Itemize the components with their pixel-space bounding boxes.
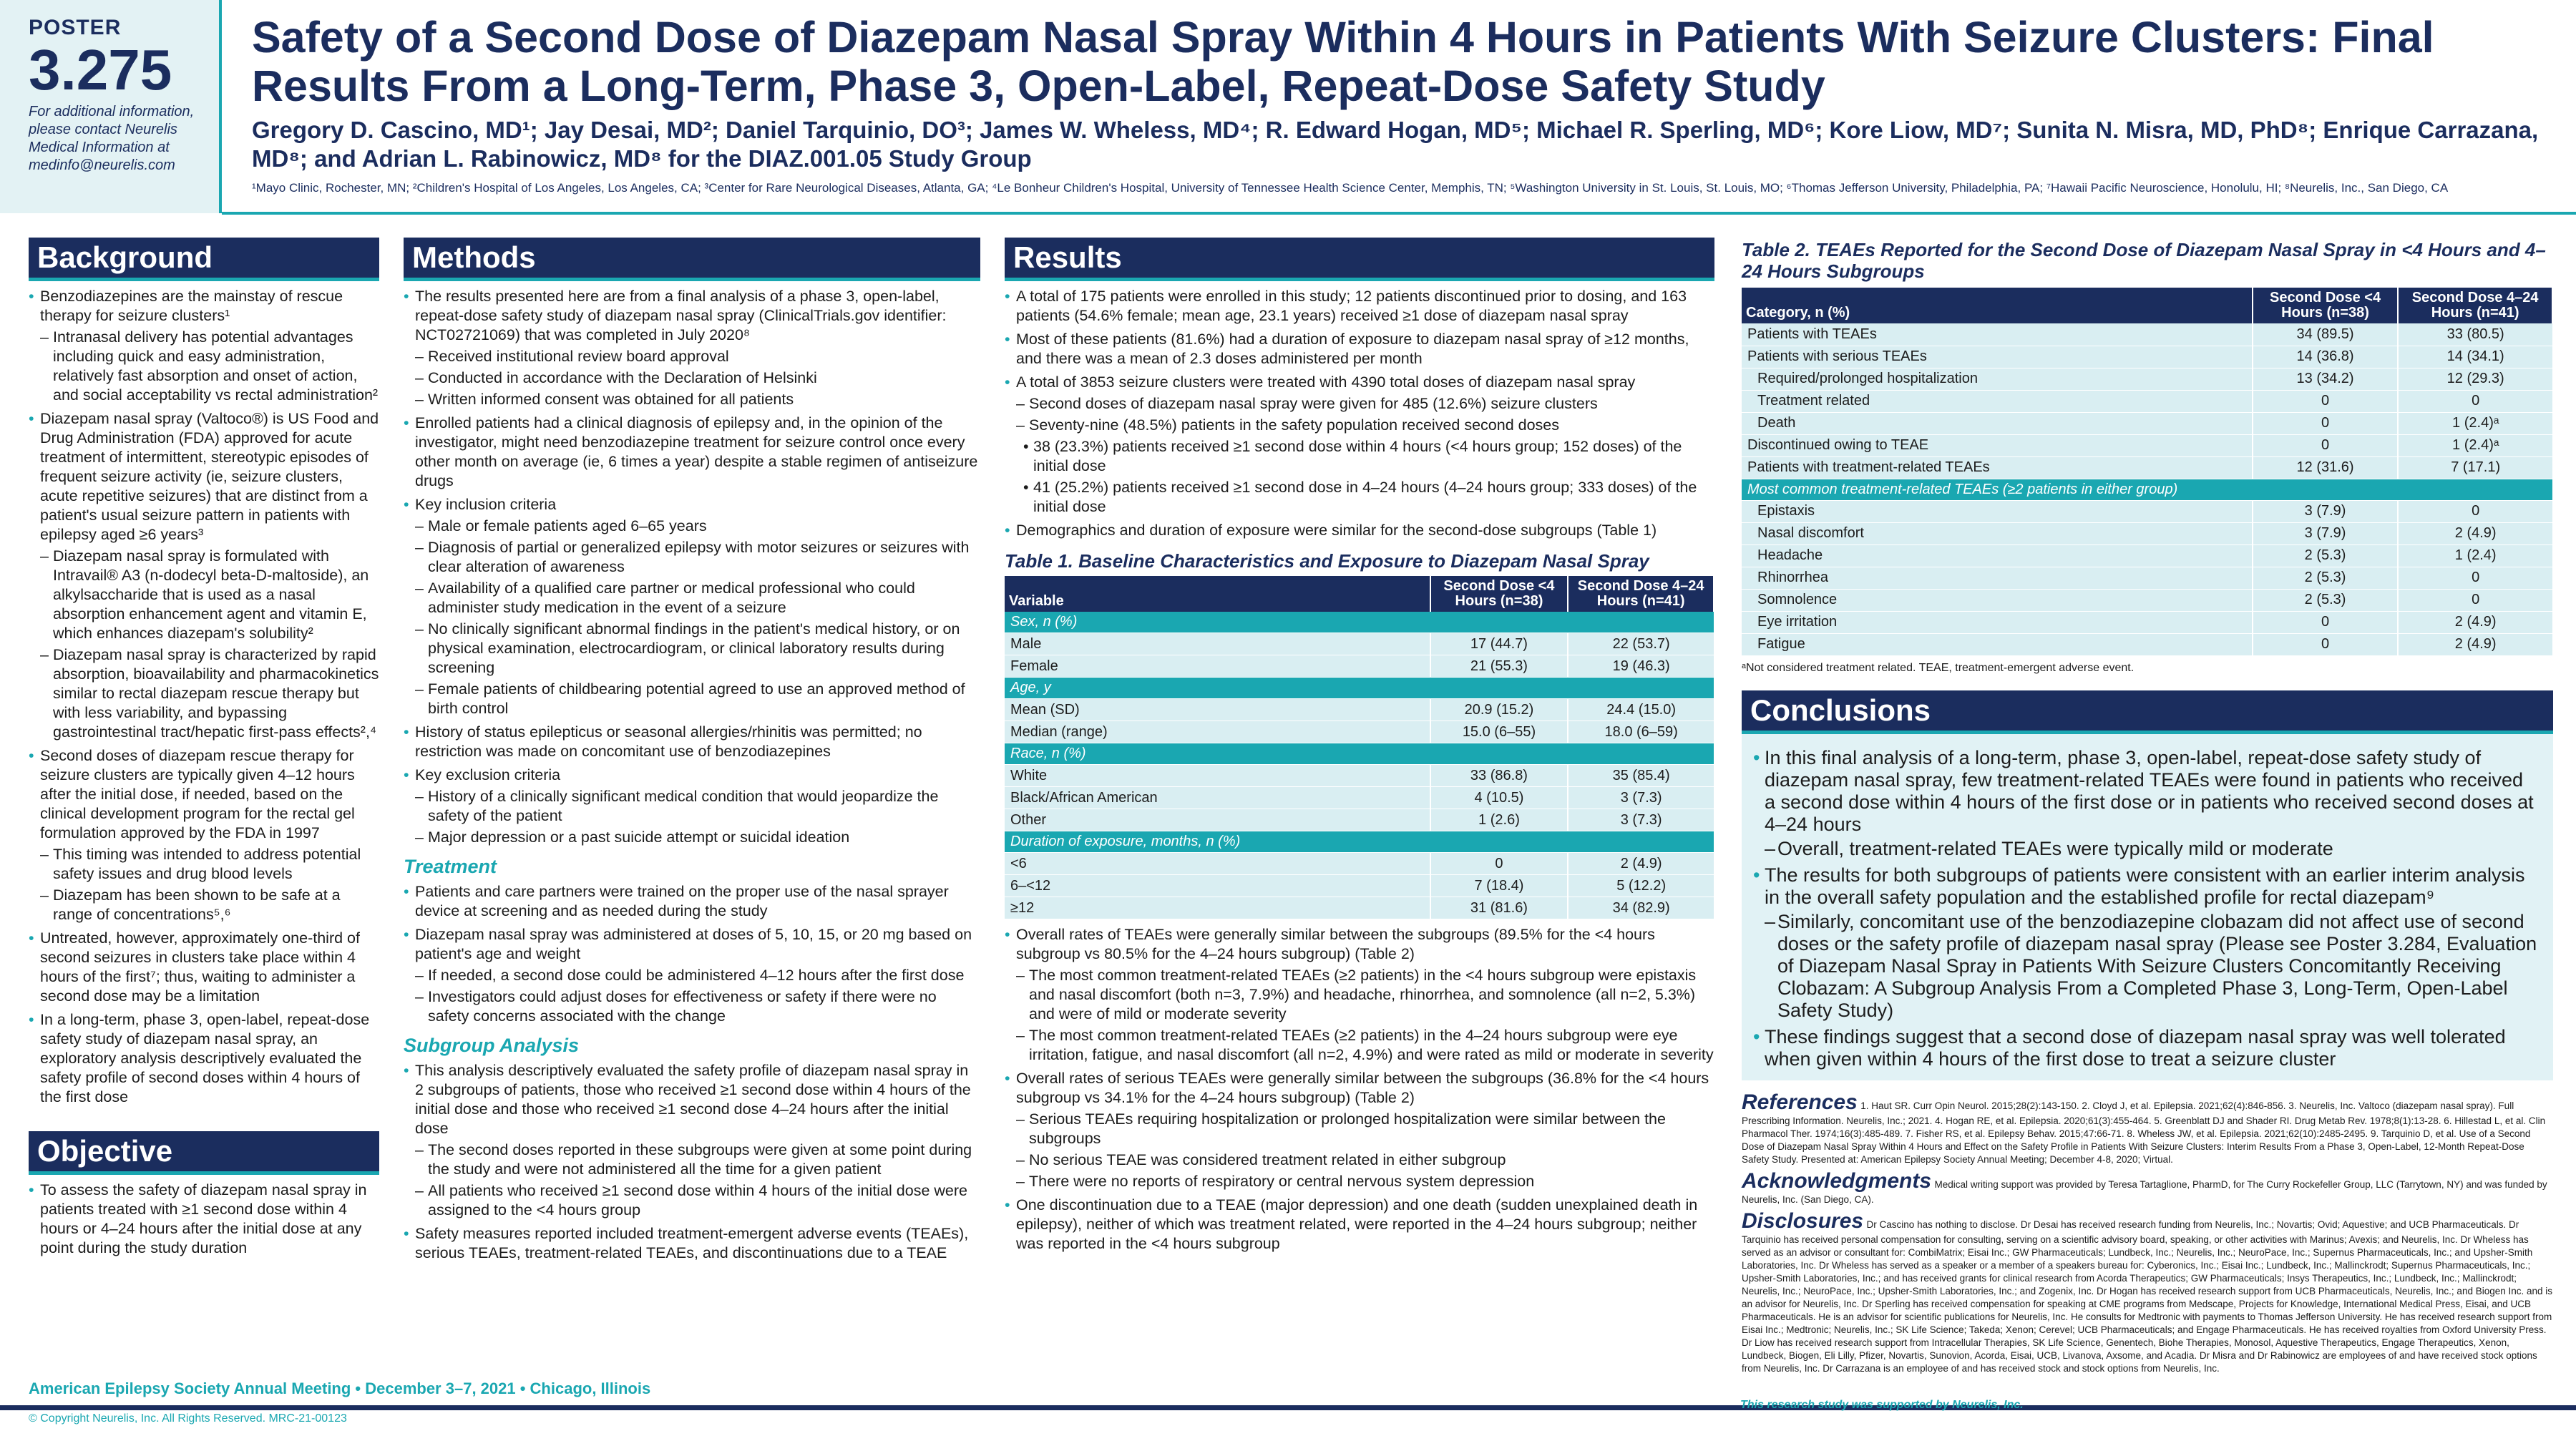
list-item: • A total of 3853 seizure clusters were treated with 4390 total doses of diazepam nasal spray — [1005, 373, 1714, 392]
table-cell: 35 (85.4) — [1568, 765, 1714, 787]
list-item: – All patients who received ≥1 second dose within 4 hours of the initial dose were assigned to the <4 hours group — [404, 1181, 980, 1220]
acknowledgments-heading: Acknowledgments — [1742, 1168, 1932, 1193]
list-item: • To assess the safety of diazepam nasal spray in patients treated with ≥1 second dose within 4 hours or 4–24 hours after the initial dose at any point during the study duration — [29, 1181, 379, 1258]
list-item: – Diazepam nasal spray is formulated with Intravail® A3 (n-dodecyl beta-D-maltoside), an alkylsaccharide that is used as a nasal absorption enhancement agent and vitamin E, which enhances diazepam's solubility² — [29, 547, 379, 643]
table-cell: 0 — [2398, 390, 2552, 412]
table-category-label: Race, n (%) — [1005, 743, 1714, 765]
conclusions-body — [1753, 747, 2539, 1070]
list-item: • A total of 175 patients were enrolled in this study; 12 patients discontinued prior to dosing, and 163 patients (54.6% female; mean age, 23.1 years) received ≥1 dose of diazepam nasal spray — [1005, 287, 1714, 326]
table-cell: 14 (34.1) — [2398, 346, 2552, 368]
conclusions-box — [1742, 734, 2553, 1080]
list-item: – This timing was intended to address potential safety issues and drug blood levels — [29, 845, 379, 884]
methods-heading: Methods — [404, 238, 980, 281]
table-row-label: Median (range) — [1005, 721, 1430, 743]
copyright: © Copyright Neurelis, Inc. All Rights Reserved. MRC-21-00123 — [29, 1412, 347, 1425]
table-cell: 3 (7.3) — [1568, 787, 1714, 809]
background-heading: Background — [29, 238, 379, 281]
list-item: – The most common treatment-related TEAEs (≥2 patients) in the 4–24 hours subgroup were eye irritation, fatigue, and nasal discomfort (all n=2, 4.9%) and were rated as mild or moderate in severity — [1005, 1026, 1714, 1065]
table-row — [1005, 809, 1714, 831]
acknowledgments-block — [1742, 1169, 2553, 1206]
column-2 — [404, 238, 980, 1263]
table-cell: 2 (4.9) — [2398, 633, 2552, 655]
list-item: • Overall rates of TEAEs were generally similar between the subgroups (89.5% for the <4 hours subgroup vs 80.5% for the 4–24 hours subgroup) (Table 2) — [1005, 925, 1714, 964]
table-category-label: Duration of exposure, months, n (%) — [1005, 831, 1714, 853]
results-body — [1005, 287, 1714, 540]
table2 — [1742, 288, 2553, 656]
list-item: – Similarly, concomitant use of the benzodiazepine clobazam did not affect use of second doses or the safety profile of diazepam nasal spray (Please see Poster 3.284, Evaluation of Diazepam Nasal Spray in Patients With Seizure Clusters Concomitantly Receiving Clobazam: A Subgroup Analysis From a Completed Phase 3, Long-Term, Open-Label Safety Study) — [1753, 911, 2539, 1022]
table-row — [1742, 611, 2552, 633]
table2-footnote: ᵃNot considered treatment related. TEAE, treatment-emergent adverse event. — [1742, 661, 2135, 674]
table-category-label: Most common treatment-related TEAEs (≥2 patients in either group) — [1742, 479, 2552, 500]
table-row-label: Headache — [1742, 544, 2253, 567]
table-row — [1742, 434, 2552, 456]
list-item: – Seventy-nine (48.5%) patients in the safety population received second doses — [1005, 416, 1714, 435]
table-cell: 0 — [2398, 500, 2552, 522]
table-cell: 33 (80.5) — [2398, 323, 2552, 346]
column-1 — [29, 238, 379, 1258]
acknowledgments-text: Medical writing support was provided by Teresa Tartaglione, PharmD, for The Curry Rockefeller Group, LLC (Tarrytown, NY) and was funded by Neurelis, Inc. (San Diego, CA). — [1742, 1178, 2547, 1205]
header-rule — [222, 212, 2576, 215]
table-row — [1005, 897, 1714, 919]
methods-body — [404, 287, 980, 847]
table-row — [1742, 390, 2552, 412]
table-cell: 12 (29.3) — [2398, 368, 2552, 390]
list-item: • In this final analysis of a long-term, phase 3, open-label, repeat-dose safety study of diazepam nasal spray, few treatment-related TEAEs were found in patients who received a second dose within 4 hours of the first dose or in patients who received second doses at 4–24 hours — [1753, 747, 2539, 836]
table-row-label: 6–<12 — [1005, 875, 1430, 897]
references-block — [1742, 1090, 2553, 1166]
table-row-label: Death — [1742, 412, 2253, 434]
table-cell: 22 (53.7) — [1568, 633, 1714, 655]
table-row — [1742, 522, 2552, 544]
list-item: • Overall rates of serious TEAEs were generally similar between the subgroups (36.8% for the <4 hours subgroup vs 34.1% for the 4–24 hours subgroup) (Table 2) — [1005, 1069, 1714, 1108]
references-text: 1. Haut SR. Curr Opin Neurol. 2015;28(2):143-150. 2. Cloyd J, et al. Epilepsia. 2021;62(4):846-856. 3. Neurelis, Inc. Valtoco (diazepam nasal spray). Full Prescribing Information. Neurelis, Inc.; 2021. 4. Hogan RE, et al. Epilepsia. 2020;61(3):455-464. 5. Greenblatt DJ and Shader RI. Drug Metab Rev. 1978;8(1):13-28. 6. Hillestad L, et al. Clin Pharmacol Ther. 1974;16(3):485-489. 7. Fisher RS, et al. Epilepsy Behav. 2015;47:66-71. 8. Wheless JW, et al. Epilepsia. 2021;62(10):2485-2495. 9. Tarquinio D, et al. Use of a Second Dose of Diazepam Nasal Spray Within 4 Hours and Effect on the Safety Profile in Patients With Seizure Clusters: Interim Results From a Phase 3, Open-Label, 12-Month Repeat-Dose Safety Study. Presented at: American Epilepsy Society Annual Meeting; December 4-8, 2020; Virtual. — [1742, 1100, 2546, 1165]
table-cell: 19 (46.3) — [1568, 655, 1714, 678]
column-4 — [1742, 239, 2553, 1375]
list-item: • Benzodiazepines are the mainstay of rescue therapy for seizure clusters¹ — [29, 287, 379, 326]
list-item: • Safety measures reported included treatment-emergent adverse events (TEAEs), serious TEAEs, treatment-related TEAEs, and discontinuations due to a TEAE — [404, 1224, 980, 1263]
table-cell: 0 — [2253, 412, 2399, 434]
table-cell: 17 (44.7) — [1430, 633, 1568, 655]
table-cell: 1 (2.4)ᵃ — [2398, 434, 2552, 456]
table-row — [1005, 765, 1714, 787]
table-cell: 31 (81.6) — [1430, 897, 1568, 919]
list-item: • 41 (25.2%) patients received ≥1 second dose in 4–24 hours (4–24 hours group; 333 doses) of the initial dose — [1005, 478, 1714, 517]
table-cell: 0 — [2253, 611, 2399, 633]
results-body-2 — [1005, 925, 1714, 1254]
table-row — [1742, 346, 2552, 368]
table-row — [1005, 875, 1714, 897]
table-cell: 15.0 (6–55) — [1430, 721, 1568, 743]
list-item: – There were no reports of respiratory or central nervous system depression — [1005, 1172, 1714, 1191]
table-row-label: Patients with serious TEAEs — [1742, 346, 2253, 368]
table-cell: 0 — [2398, 589, 2552, 611]
table-row-label: Female — [1005, 655, 1430, 678]
table-category-row — [1005, 831, 1714, 853]
table-cell: 2 (5.3) — [2253, 544, 2399, 567]
table-cell: 2 (4.9) — [2398, 522, 2552, 544]
meeting-info: American Epilepsy Society Annual Meeting • December 3–7, 2021 • Chicago, Illinois — [29, 1379, 651, 1397]
header — [252, 13, 2556, 196]
table-row — [1742, 456, 2552, 479]
table-row — [1742, 633, 2552, 655]
table-cell: 18.0 (6–59) — [1568, 721, 1714, 743]
table-cell: 34 (82.9) — [1568, 897, 1714, 919]
table-row-label: Mean (SD) — [1005, 699, 1430, 721]
list-item: – Conducted in accordance with the Declaration of Helsinki — [404, 368, 980, 388]
table-cell: 20.9 (15.2) — [1430, 699, 1568, 721]
list-item: – Overall, treatment-related TEAEs were typically mild or moderate — [1753, 838, 2539, 860]
list-item: – The second doses reported in these subgroups were given at some point during the study and were not administered all the time for a given patient — [404, 1141, 980, 1179]
list-item: • Diazepam nasal spray (Valtoco®) is US Food and Drug Administration (FDA) approved for acute treatment of intermittent, stereotypic episodes of frequent seizure activity (ie, seizure clusters, acute repetitive seizures) that are distinct from a patient's usual seizure pattern in patients with epilepsy aged ≥6 years³ — [29, 409, 379, 544]
table-row — [1742, 567, 2552, 589]
table-cell: 0 — [2398, 567, 2552, 589]
table-row — [1742, 368, 2552, 390]
support-statement: This research study was supported by Neurelis, Inc. — [1740, 1399, 2024, 1411]
table-cell: 24.4 (15.0) — [1568, 699, 1714, 721]
table-row-label: White — [1005, 765, 1430, 787]
list-item: • Untreated, however, approximately one-third of second seizures in clusters take place within 4 hours of the first⁷; thus, waiting to administer a second dose may be a limitation — [29, 929, 379, 1006]
table1-col-variable: Variable — [1005, 576, 1430, 612]
subgroup-body — [404, 1061, 980, 1263]
table-row — [1005, 633, 1714, 655]
list-item: • Diazepam nasal spray was administered at doses of 5, 10, 15, or 20 mg based on patient's age and weight — [404, 925, 980, 964]
treatment-heading: Treatment — [404, 856, 497, 877]
list-item: – Second doses of diazepam nasal spray were given for 485 (12.6%) seizure clusters — [1005, 394, 1714, 414]
poster-contact: For additional information, please contact Neurelis Medical Information at medinfo@neurelis.com — [29, 104, 195, 173]
table2-col-category: Category, n (%) — [1742, 288, 2253, 323]
table1 — [1005, 576, 1714, 919]
table2-caption: Table 2. TEAEs Reported for the Second Dose of Diazepam Nasal Spray in <4 Hours and 4–24 Hours Subgroups — [1742, 239, 2546, 282]
list-item: – The most common treatment-related TEAEs (≥2 patients) in the <4 hours subgroup were epistaxis and nasal discomfort (both n=3, 7.9%) and headache, rhinorrhea, and somnolence (all n=2, 5.3%) and were of mild or moderate severity — [1005, 966, 1714, 1024]
table-cell: 4 (10.5) — [1430, 787, 1568, 809]
table-cell: 3 (7.9) — [2253, 522, 2399, 544]
table-cell: 3 (7.3) — [1568, 809, 1714, 831]
table-row-label: Male — [1005, 633, 1430, 655]
list-item: – Major depression or a past suicide attempt or suicidal ideation — [404, 828, 980, 847]
list-item: • One discontinuation due to a TEAE (major depression) and one death (sudden unexplained death in epilepsy), neither of which was treatment related, were reported in the 4–24 hours subgroup; neither was reported in the <4 hours subgroup — [1005, 1196, 1714, 1254]
list-item: • The results presented here are from a final analysis of a phase 3, open-label, repeat-dose safety study of diazepam nasal spray (ClinicalTrials.gov identifier: NCT02721069) that was completed in July 2020⁸ — [404, 287, 980, 345]
table-cell: 5 (12.2) — [1568, 875, 1714, 897]
table-row-label: Required/prolonged hospitalization — [1742, 368, 2253, 390]
column-3 — [1005, 238, 1714, 1254]
table-row-label: Rhinorrhea — [1742, 567, 2253, 589]
table-cell: 14 (36.8) — [2253, 346, 2399, 368]
table-category-label: Age, y — [1005, 678, 1714, 699]
table-category-row — [1005, 743, 1714, 765]
list-item: – No clinically significant abnormal findings in the patient's medical history, or on physical examination, electrocardiogram, or clinical laboratory results during screening — [404, 620, 980, 678]
disclosures-heading: Disclosures — [1742, 1208, 1864, 1233]
objective-body — [29, 1181, 379, 1258]
table-cell: 0 — [2253, 633, 2399, 655]
list-item: – Diagnosis of partial or generalized epilepsy with motor seizures or seizures with clear alteration of awareness — [404, 538, 980, 577]
list-item: – Diazepam nasal spray is characterized by rapid absorption, bioavailability and pharmacokinetics similar to rectal diazepam rescue therapy but with less variability, and bypassing gastrointestinal tract/hepatic first-pass effects²,⁴ — [29, 645, 379, 742]
table-category-row — [1005, 612, 1714, 633]
list-item: – No serious TEAE was considered treatment related in either subgroup — [1005, 1151, 1714, 1170]
table-cell: 1 (2.4)ᵃ — [2398, 412, 2552, 434]
list-item: – Written informed consent was obtained for all patients — [404, 390, 980, 409]
table-cell: 3 (7.9) — [2253, 500, 2399, 522]
table-cell: 2 (5.3) — [2253, 567, 2399, 589]
table-row — [1005, 787, 1714, 809]
table-cell: 2 (4.9) — [2398, 611, 2552, 633]
list-item: – Received institutional review board approval — [404, 347, 980, 366]
list-item: • History of status epilepticus or seasonal allergies/rhinitis was permitted; no restriction was made on concomitant use of benzodiazepines — [404, 723, 980, 761]
table-cell: 33 (86.8) — [1430, 765, 1568, 787]
table-cell: 0 — [2253, 390, 2399, 412]
list-item: • Most of these patients (81.6%) had a duration of exposure to diazepam nasal spray of ≥12 months, and there was a mean of 2.3 doses administered per month — [1005, 330, 1714, 368]
table-row — [1742, 323, 2552, 346]
poster-number: 3.275 — [29, 38, 172, 102]
objective-heading: Objective — [29, 1131, 379, 1175]
list-item: • In a long-term, phase 3, open-label, repeat-dose safety study of diazepam nasal spray, an exploratory analysis descriptively evaluated the safety profile of second doses within 4 hours of the first dose — [29, 1010, 379, 1107]
table-row — [1005, 853, 1714, 875]
table-category-row — [1742, 479, 2552, 500]
table-row-label: Black/African American — [1005, 787, 1430, 809]
table-row-label: Treatment related — [1742, 390, 2253, 412]
affiliations: ¹Mayo Clinic, Rochester, MN; ²Children's Hospital of Los Angeles, Los Angeles, CA; ³Center for Rare Neurological Diseases, Atlanta, GA; ⁴Le Bonheur Children's Hospital, University of Tennessee Health Science Center, Memphis, TN; ⁵Washington University in St. Louis, St. Louis, MO; ⁶Thomas Jefferson University, Philadelphia, PA; ⁷Hawaii Pacific Neuroscience, Honolulu, HI; ⁸Neurelis, Inc., San Diego, CA — [252, 181, 2449, 195]
table-row-label: Epistaxis — [1742, 500, 2253, 522]
table1-caption: Table 1. Baseline Characteristics and Exposure to Diazepam Nasal Spray — [1005, 550, 1649, 572]
table-cell: 0 — [1430, 853, 1568, 875]
list-item: – Availability of a qualified care partner or medical professional who could administer study medication in the event of a seizure — [404, 579, 980, 617]
table-cell: 1 (2.4) — [2398, 544, 2552, 567]
table-cell: 2 (4.9) — [1568, 853, 1714, 875]
table-cell: 7 (18.4) — [1430, 875, 1568, 897]
list-item: • The results for both subgroups of patients were consistent with an earlier interim analysis in the overall safety population and the established profile for rectal diazepam⁹ — [1753, 864, 2539, 909]
table-row-label: Somnolence — [1742, 589, 2253, 611]
list-item: • 38 (23.3%) patients received ≥1 second dose within 4 hours (<4 hours group; 152 doses) of the initial dose — [1005, 437, 1714, 476]
table-row-label: Patients with TEAEs — [1742, 323, 2253, 346]
poster-label: POSTER — [29, 16, 122, 39]
subgroup-heading: Subgroup Analysis — [404, 1035, 580, 1056]
list-item: • Demographics and duration of exposure were similar for the second-dose subgroups (Table 1) — [1005, 521, 1714, 540]
table-row-label: Eye irritation — [1742, 611, 2253, 633]
authors: Gregory D. Cascino, MD¹; Jay Desai, MD²; Daniel Tarquinio, DO³; James W. Wheless, MD⁴; R. Edward Hogan, MD⁵; Michael R. Sperling, MD⁶; Kore Liow, MD⁷; Sunita N. Misra, MD, PhD⁸; Enrique Carrazana, MD⁸; and Adrian L. Rabinowicz, MD⁸ for the DIAZ.001.05 Study Group — [252, 117, 2539, 172]
list-item: • Second doses of diazepam rescue therapy for seizure clusters are typically given 4–12 hours after the initial dose, if needed, based on the clinical development program for the rectal gel formulation approved by the FDA in 1997 — [29, 746, 379, 843]
table-row-label: Discontinued owing to TEAE — [1742, 434, 2253, 456]
table-row — [1005, 721, 1714, 743]
table-cell: 1 (2.6) — [1430, 809, 1568, 831]
list-item: • These findings suggest that a second dose of diazepam nasal spray was well tolerated when given within 4 hours of the first dose to treat a seizure cluster — [1753, 1026, 2539, 1070]
table-row — [1005, 655, 1714, 678]
table-row-label: Fatigue — [1742, 633, 2253, 655]
table-cell: 13 (34.2) — [2253, 368, 2399, 390]
table-row-label: Patients with treatment-related TEAEs — [1742, 456, 2253, 479]
table1-col-lt4: Second Dose <4 Hours (n=38) — [1430, 576, 1568, 612]
list-item: – Male or female patients aged 6–65 years — [404, 517, 980, 536]
table-category-row — [1005, 678, 1714, 699]
list-item: – Intranasal delivery has potential advantages including quick and easy administration, relatively fast absorption and onset of action, and social acceptability vs rectal administration² — [29, 328, 379, 405]
table-row-label: ≥12 — [1005, 897, 1430, 919]
table2-col-lt4: Second Dose <4 Hours (n=38) — [2253, 288, 2399, 323]
list-item: • Key exclusion criteria — [404, 766, 980, 785]
list-item: – If needed, a second dose could be administered 4–12 hours after the first dose — [404, 966, 980, 985]
list-item: – History of a clinically significant medical condition that would jeopardize the safety of the patient — [404, 787, 980, 826]
table-category-label: Sex, n (%) — [1005, 612, 1714, 633]
table-row-label: Nasal discomfort — [1742, 522, 2253, 544]
poster-title: Safety of a Second Dose of Diazepam Nasal Spray Within 4 Hours in Patients With Seizure Clusters: Final Results From a Long-Term, Phase 3, Open-Label, Repeat-Dose Safety Study — [252, 13, 2434, 110]
poster-badge — [0, 0, 222, 213]
list-item: – Female patients of childbearing potential agreed to use an approved method of birth control — [404, 680, 980, 718]
table1-col-4to24: Second Dose 4–24 Hours (n=41) — [1568, 576, 1714, 612]
results-heading: Results — [1005, 238, 1714, 281]
footer-rule — [0, 1405, 2576, 1410]
table-row — [1742, 500, 2552, 522]
table-cell: 12 (31.6) — [2253, 456, 2399, 479]
table-row-label: Other — [1005, 809, 1430, 831]
list-item: – Diazepam has been shown to be safe at a range of concentrations⁵,⁶ — [29, 886, 379, 924]
background-body — [29, 287, 379, 1107]
table-cell: 34 (89.5) — [2253, 323, 2399, 346]
treatment-body — [404, 882, 980, 1026]
list-item: – Serious TEAEs requiring hospitalization or prolonged hospitalization were similar between the subgroups — [1005, 1110, 1714, 1148]
table-row — [1742, 589, 2552, 611]
list-item: • This analysis descriptively evaluated the safety profile of diazepam nasal spray in 2 subgroups of patients, those who received ≥1 second dose within 4 hours of the initial dose and those who received ≥1 second dose 4–24 hours after the initial dose — [404, 1061, 980, 1138]
table-cell: 2 (5.3) — [2253, 589, 2399, 611]
table-row — [1742, 412, 2552, 434]
table-cell: 7 (17.1) — [2398, 456, 2552, 479]
table-row — [1005, 699, 1714, 721]
list-item: • Patients and care partners were trained on the proper use of the nasal sprayer device at screening and as needed during the study — [404, 882, 980, 921]
table-row — [1742, 544, 2552, 567]
list-item: – Investigators could adjust doses for effectiveness or safety if there were no safety concerns associated with the change — [404, 987, 980, 1026]
disclosures-block — [1742, 1209, 2553, 1375]
list-item: • Key inclusion criteria — [404, 495, 980, 514]
table-row-label: <6 — [1005, 853, 1430, 875]
table-cell: 0 — [2253, 434, 2399, 456]
conclusions-heading: Conclusions — [1742, 690, 2553, 734]
disclosures-text: Dr Cascino has nothing to disclose. Dr Desai has received research funding from Neurelis, Inc.; Novartis; Ovid; Aquestive; and UCB Pharmaceuticals. Dr Tarquinio has received personal compensation for consulting, serving on a scientific advisory board, speaking, or other activities with Marinus; Avexis; and Neurelis, Inc. Dr Wheless has served as an advisor or consultant for: CombiMatrix; Eisai Inc.; GW Pharmaceuticals; Lundbeck, Inc.; Neurelis, Inc.; NeuroPace, Inc.; Supernus Pharmaceuticals, Inc.; and Upsher-Smith Laboratories, Inc. Dr Wheless has served as a speaker or a member of a speakers bureau for: Cyberonics, Inc.; Eisai Inc.; Lundbeck, Inc.; Mallinckrodt; Supernus Pharmaceuticals, Inc.; Upsher-Smith Laboratories, Inc.; and has received grants for clinical research from Acorda Therapeutics; GW Pharmaceuticals; Insys Therapeutics, Inc.; Lundbeck, Inc.; Mallinckrodt; Neurelis, Inc.; NeuroPace, Inc.; Upsher-Smith Laboratories, Inc.; and Zogenix, Inc. Dr Hogan has received research support from UCB Pharmaceuticals, Neurelis, Inc.; and Biogen Inc. and is an advisor for Neurelis, Inc. Dr Sperling has received compensation for speaking at CME programs from Medscape, Projects for Knowledge, International Medical Press, Eisai, and UCB Pharmaceuticals. He is an advisor for scientific publications for Neurelis, Inc. He consults for Medtronic with payments to Thomas Jefferson University. He has received research support from Eisai Inc.; Medtronic; Neurelis, Inc.; SK Life Science; Takeda; Xenon; Cerevel; UCB Pharmaceuticals; and Engage Pharmaceuticals. He has received royalties from Oxford University Press. Dr Liow has received research support from Intracellular Therapies, SK Life Science, Genentech, Biohe Therapies, Monosol, Aquestive Therapeutics, Engage Therapeutics, Xenon, Lundbeck, Biogen, Eli Lilly, Pfizer, Novartis, Sunovion, Acorda, Eisai, UCB, Livanova, Axsome, and Acadia. Dr Misra and Dr Rabinowicz are employees of and have received stock options from Neurelis, Inc. Dr Carrazana is an employee of and has received stock and stock options from Neurelis, Inc. — [1742, 1218, 2553, 1374]
table2-col-4to24: Second Dose 4–24 Hours (n=41) — [2398, 288, 2552, 323]
list-item: • Enrolled patients had a clinical diagnosis of epilepsy and, in the opinion of the investigator, might need benzodiazepine treatment for seizure control once every other month on average (ie, 6 times a year) despite a stable regimen of antiseizure drugs — [404, 414, 980, 491]
references-heading: References — [1742, 1090, 1858, 1114]
table-cell: 21 (55.3) — [1430, 655, 1568, 678]
